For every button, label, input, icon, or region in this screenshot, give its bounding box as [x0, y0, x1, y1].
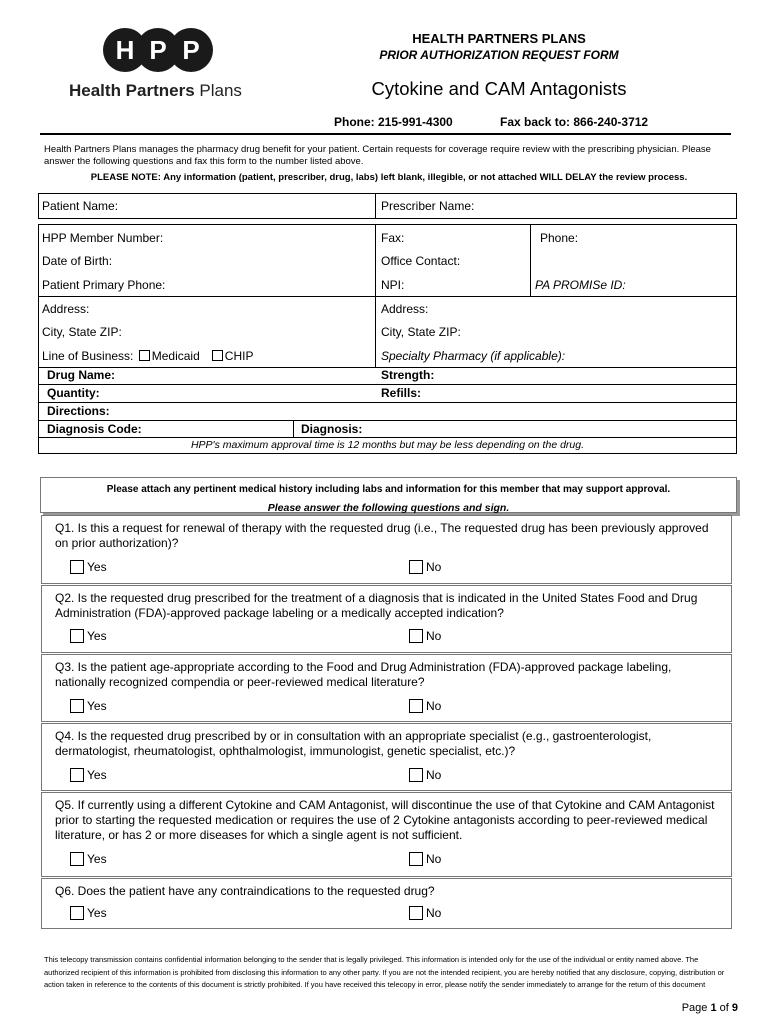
logo-letter-h: H — [103, 28, 147, 72]
question-text: Q5. If currently using a different Cytokine and CAM Antagonist, will discontinue the use of that Cytokine and CAM Antagonist prior to starting the requested medication or requires the use of 2 Cytokine antagonists according to peer-reviewed medical literature, or has 2 or more diseases for which a single agent is not sufficient. — [55, 798, 715, 842]
prescriber-fax-field[interactable]: Fax: — [381, 231, 405, 245]
specialty-pharmacy-field[interactable]: Specialty Pharmacy (if applicable): — [381, 349, 566, 363]
pa-promise-field[interactable]: PA PROMISe ID: — [535, 278, 626, 292]
page-prefix: Page — [681, 1002, 711, 1014]
drug-name-field[interactable]: Drug Name: — [47, 368, 116, 382]
yes-checkbox[interactable] — [70, 560, 84, 574]
drug-class-title: Cytokine and CAM Antagonists — [371, 78, 627, 99]
npi-field[interactable]: NPI: — [381, 278, 405, 292]
answer-instructions: Please answer the following questions and sign. — [267, 502, 510, 514]
logo-letter-p2: P — [169, 28, 213, 72]
no-label: No — [426, 768, 442, 782]
prescriber-city-field[interactable]: City, State ZIP: — [381, 325, 461, 339]
yes-label: Yes — [87, 768, 107, 782]
no-checkbox[interactable] — [409, 768, 423, 782]
question-text: Q3. Is the patient age-appropriate according to the Food and Drug Administration (FDA)-approved package labeling, nationally recognized compendia or peer-reviewed medical literature? — [55, 660, 672, 689]
diagnosis-field[interactable]: Diagnosis: — [301, 422, 363, 436]
page-of: of — [716, 1002, 732, 1014]
no-checkbox[interactable] — [409, 852, 423, 866]
yes-label: Yes — [87, 629, 107, 643]
yes-label: Yes — [87, 560, 107, 574]
chip-checkbox[interactable] — [212, 350, 223, 361]
attach-info-text: Please attach any pertinent medical history including labs and information for this member that may support approval. — [106, 484, 671, 495]
prescriber-address-field[interactable]: Address: — [381, 302, 429, 316]
question-text: Q1. Is this a request for renewal of therapy with the requested drug (i.e., The requested drug has been previously approved on prior authorization)? — [55, 521, 709, 550]
office-contact-field[interactable]: Office Contact: — [381, 254, 461, 268]
fax-number: Fax back to: 866-240-3712 — [500, 115, 649, 129]
line-of-business-label: Line of Business: — [42, 349, 134, 363]
please-note: PLEASE NOTE: Any information (patient, prescriber, drug, labs) left blank, illegible, or not attached WILL DELAY the review process. — [90, 172, 688, 183]
strength-field[interactable]: Strength: — [381, 368, 435, 382]
medicaid-checkbox[interactable] — [139, 350, 150, 361]
yes-label: Yes — [87, 906, 107, 920]
no-label: No — [426, 629, 442, 643]
yes-checkbox[interactable] — [70, 699, 84, 713]
refills-field[interactable]: Refills: — [381, 386, 422, 400]
no-label: No — [426, 699, 442, 713]
prescriber-name-field[interactable]: Prescriber Name: — [381, 199, 475, 213]
logo-name-light: Plans — [194, 81, 242, 100]
page-number: 1 — [710, 1002, 717, 1014]
no-checkbox[interactable] — [409, 699, 423, 713]
no-label: No — [426, 560, 442, 574]
max-approval-note: HPP's maximum approval time is 12 months but may be less depending on the drug. — [190, 439, 585, 451]
header-divider — [40, 133, 731, 135]
patient-name-field[interactable]: Patient Name: — [42, 199, 119, 213]
intro-text: Health Partners Plans manages the pharmacy drug benefit for your patient. Certain requests for coverage require review with the prescribing physician. Please answer the following questions and fax this form to the number listed above. — [44, 144, 711, 167]
patient-phone-field[interactable]: Patient Primary Phone: — [42, 278, 166, 292]
yes-checkbox[interactable] — [70, 629, 84, 643]
diagnosis-code-field[interactable]: Diagnosis Code: — [47, 422, 142, 436]
question-text: Q4. Is the requested drug prescribed by or in consultation with an appropriate specialist (e.g., gastroenterologist, dermatologist, rheumatologist, ophthalmologist, immunologist, genetic specialist, etc.)? — [55, 729, 652, 758]
yes-checkbox[interactable] — [70, 852, 84, 866]
question-text: Q2. Is the requested drug prescribed for the treatment of a diagnosis that is indicated in the United States Food and Drug Administration (FDA)-approved package labeling or a medically accepted indication? — [55, 591, 698, 620]
medicaid-label: Medicaid — [151, 349, 200, 363]
patient-city-field[interactable]: City, State ZIP: — [42, 325, 122, 339]
logo-name-bold: Health Partners — [69, 81, 195, 100]
yes-checkbox[interactable] — [70, 906, 84, 920]
directions-field[interactable]: Directions: — [47, 404, 110, 418]
yes-label: Yes — [87, 852, 107, 866]
question-text: Q6. Does the patient have any contraindications to the requested drug? — [55, 884, 435, 898]
form-title: HEALTH PARTNERS PLANS — [412, 31, 586, 46]
logo-letter-p1: P — [136, 28, 180, 72]
line-of-business — [42, 349, 253, 363]
page-total: 9 — [731, 1002, 738, 1014]
dob-field[interactable]: Date of Birth: — [42, 254, 113, 268]
page-indicator — [682, 1002, 738, 1014]
chip-label: CHIP — [224, 349, 254, 363]
confidentiality-disclaimer: This telecopy transmission contains confidential information belonging to the sender that is legally privileged. This information is intended only for the use of the individual or entity named above. The authorized recipient of this information is prohibited from disclosing this information to any other party. If you are not the intended recipient, you are hereby notified that any disclosure, copying, distribution or action taken in reference to the contents of this document is strictly prohibited. If you have received this telecopy in error, please notify the sender immediately to arrange for the return of this document — [44, 955, 725, 989]
logo-wordmark — [69, 81, 242, 101]
prescriber-phone-field[interactable]: Phone: — [540, 231, 579, 245]
no-label: No — [426, 906, 442, 920]
no-checkbox[interactable] — [409, 629, 423, 643]
yes-label: Yes — [87, 699, 107, 713]
member-number-field[interactable]: HPP Member Number: — [42, 231, 164, 245]
patient-address-field[interactable]: Address: — [42, 302, 90, 316]
form-subtitle: PRIOR AUTHORIZATION REQUEST FORM — [379, 48, 619, 62]
hpp-logo — [103, 28, 213, 74]
quantity-field[interactable]: Quantity: — [47, 386, 100, 400]
no-label: No — [426, 852, 442, 866]
no-checkbox[interactable] — [409, 906, 423, 920]
phone-number: Phone: 215-991-4300 — [334, 115, 453, 129]
no-checkbox[interactable] — [409, 560, 423, 574]
yes-checkbox[interactable] — [70, 768, 84, 782]
